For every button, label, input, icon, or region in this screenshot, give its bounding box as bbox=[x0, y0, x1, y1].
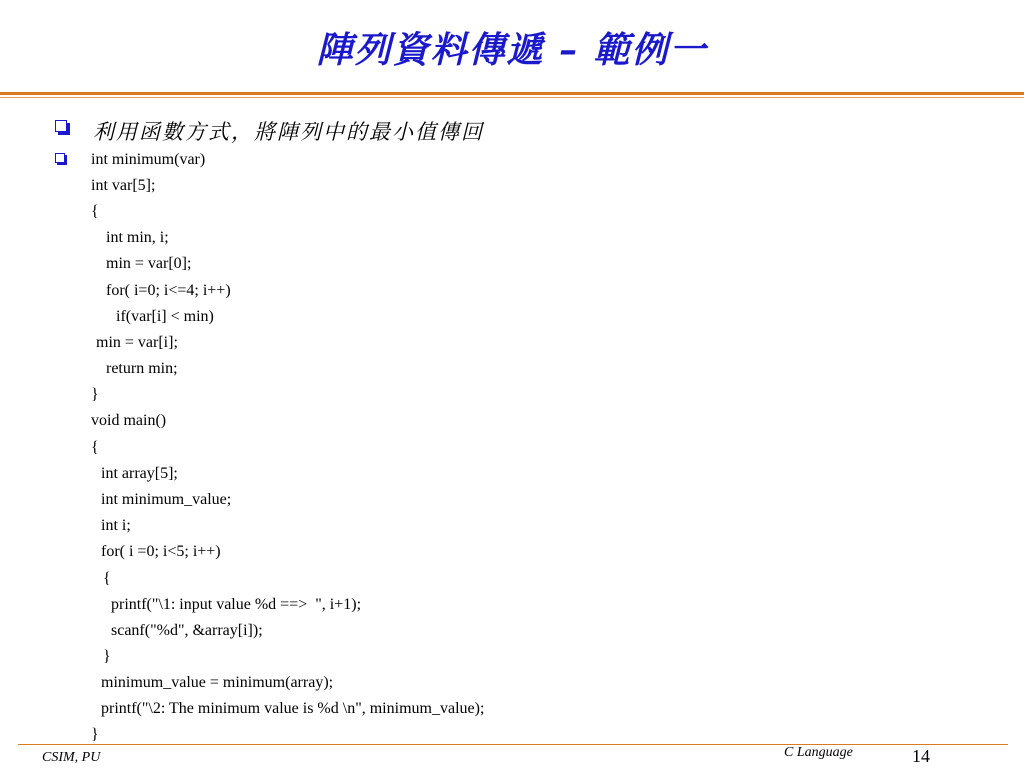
code-line: printf("\1: input value %d ==> ", i+1); bbox=[111, 596, 362, 613]
code-line: } bbox=[91, 386, 99, 403]
code-line: printf("\2: The minimum value is %d \n", minimum_value); bbox=[101, 700, 485, 717]
code-line: return min; bbox=[106, 360, 178, 377]
footer-course: C Language bbox=[784, 745, 853, 760]
title-divider-thin bbox=[0, 97, 1024, 98]
code-line: min = var[0]; bbox=[106, 255, 192, 272]
footer-divider bbox=[18, 744, 1008, 745]
slide-title: 陣列資料傳遞 – 範例一 bbox=[316, 29, 708, 71]
bullet-heading: 利用函數方式，將陣列中的最小值傳回 bbox=[93, 120, 484, 144]
code-line: int i; bbox=[101, 517, 131, 534]
title-divider bbox=[0, 92, 1024, 95]
code-line: void main() bbox=[91, 412, 167, 429]
code-line: { bbox=[103, 570, 111, 587]
code-line: for( i=0; i<=4; i++) bbox=[106, 282, 231, 299]
page-number: 14 bbox=[912, 746, 930, 766]
code-line: int var[5]; bbox=[91, 177, 156, 194]
code-line: scanf("%d", &array[i]); bbox=[111, 622, 263, 639]
code-line: int minimum(var) bbox=[91, 151, 206, 168]
code-line: int min, i; bbox=[106, 229, 169, 246]
code-line: { bbox=[91, 203, 99, 220]
code-line: if(var[i] < min) bbox=[116, 308, 214, 325]
code-line: minimum_value = minimum(array); bbox=[101, 674, 334, 691]
code-line: int array[5]; bbox=[101, 465, 178, 482]
code-line: } bbox=[91, 726, 99, 743]
code-line: } bbox=[103, 648, 111, 665]
code-line: for( i =0; i<5; i++) bbox=[101, 543, 221, 560]
bullet-square-icon bbox=[55, 120, 67, 132]
bullet-square-icon bbox=[55, 153, 65, 163]
code-line: { bbox=[91, 439, 99, 456]
footer-organization: CSIM, PU bbox=[42, 750, 101, 765]
code-line: int minimum_value; bbox=[101, 491, 232, 508]
code-line: min = var[i]; bbox=[96, 334, 178, 351]
